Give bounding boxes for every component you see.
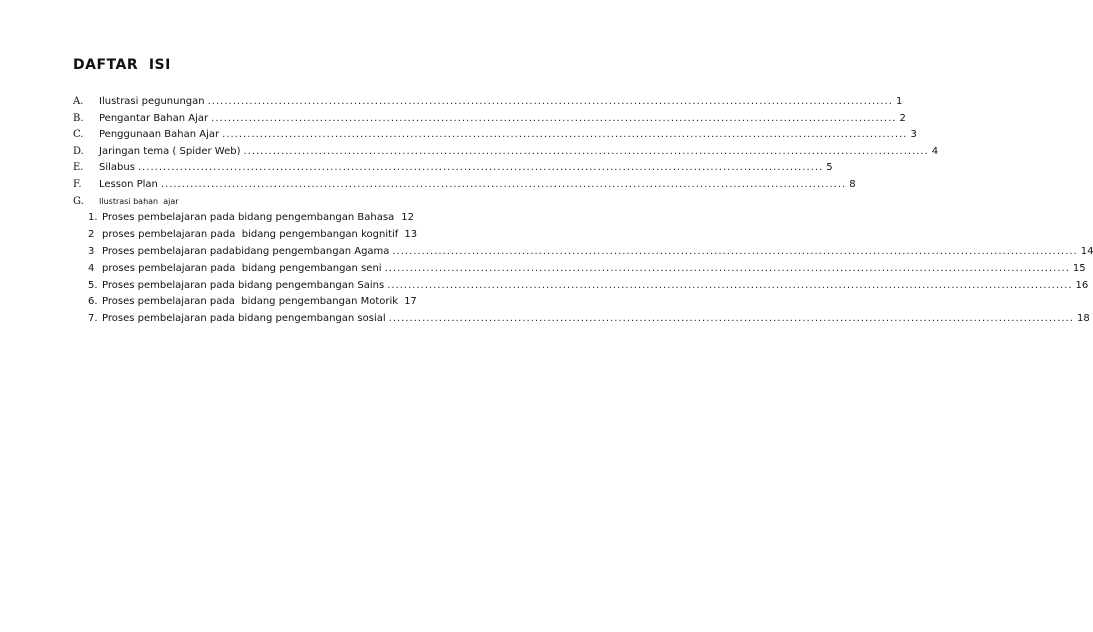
toc-letter: D.: [73, 146, 84, 157]
toc-entry: [73, 162, 833, 174]
toc-page-number: 16: [1075, 280, 1089, 291]
toc-subentry: [88, 280, 1089, 292]
toc-page-number: 13: [404, 229, 418, 240]
toc-leader: ....................................................................................................................................................................: [211, 113, 897, 124]
toc-leader: ....................................................................................................................................................................: [392, 246, 1078, 257]
toc-leader: ....................................................................................................................................................................: [388, 313, 1074, 324]
toc-leader: ....................................................................................................................................................................: [384, 263, 1070, 274]
toc-leader: ....................................................................................................................................................................: [387, 280, 1073, 291]
toc-leader: ....................................................................................................................................................................: [137, 162, 824, 173]
toc-subentry-text: Proses pembelajaran pada bidang pengembangan sosial: [102, 313, 386, 324]
toc-page-number: 14: [1080, 246, 1093, 257]
toc-subentry-text: proses pembelajaran pada bidang pengembangan kognitif: [102, 229, 399, 240]
toc-page-number: 5: [826, 162, 833, 173]
toc-text: Jaringan tema ( Spider Web): [99, 146, 241, 157]
toc-subentry-text: Proses pembelajaran pada bidang pengembangan Sains: [102, 280, 385, 291]
toc-subentry-number: 4: [88, 263, 95, 274]
toc-page-number: 4: [931, 146, 939, 157]
toc-letter: E.: [73, 162, 84, 173]
toc-letter: B.: [73, 113, 84, 124]
toc-subentry-text: Proses pembelajaran pada bidang pengembangan Motorik: [102, 296, 399, 307]
toc-subentry-text: Proses pembelajaran pada bidang pengembangan Bahasa: [102, 212, 395, 223]
toc-page-number: 17: [404, 296, 417, 307]
toc-subentry-text: Proses pembelajaran padabidang pengembangan Agama: [102, 246, 390, 257]
toc-subentry: [88, 246, 1093, 258]
toc-text: Pengantar Bahan Ajar: [99, 113, 209, 124]
toc-page-number: 8: [849, 179, 856, 190]
toc-page-number: 18: [1076, 313, 1090, 324]
toc-page-number: 1: [895, 96, 903, 107]
toc-subentry-number: 3: [88, 246, 95, 257]
toc-entry: [73, 96, 903, 108]
toc-entry: [73, 129, 917, 141]
toc-subentry-number: 1.: [88, 212, 98, 223]
toc-text: Ilustrasi bahan ajar: [99, 197, 179, 206]
toc-subentry: [88, 313, 1090, 325]
toc-text: Ilustrasi pegunungan: [99, 96, 205, 107]
toc-leader: ....................................................................................................................................................................: [207, 96, 893, 107]
toc-text: Penggunaan Bahan Ajar: [99, 129, 220, 140]
toc-subentry-number: 2: [88, 229, 95, 240]
toc-subentry-number: 6.: [88, 296, 98, 307]
toc-page-number: 3: [910, 129, 917, 140]
toc-entry: [73, 196, 414, 208]
toc-letter: A.: [73, 96, 84, 107]
toc-subentry: [88, 296, 417, 308]
toc-leader: [397, 212, 398, 224]
toc-leader: ....................................................................................................................................................................: [222, 129, 908, 140]
toc-text: Lesson Plan: [99, 179, 158, 190]
toc-entry: [73, 146, 939, 158]
toc-subentry: [88, 212, 414, 224]
toc-letter: F.: [73, 179, 82, 190]
toc-entry: [73, 179, 856, 191]
page-title: DAFTAR ISI: [73, 57, 171, 73]
toc-leader: ....................................................................................................................................................................: [243, 146, 929, 157]
toc-subentry-number: 7.: [88, 313, 98, 324]
toc-subentry: [88, 229, 418, 241]
toc-letter: G.: [73, 196, 84, 207]
toc-page-number: 2: [899, 113, 906, 124]
toc-letter: C.: [73, 129, 84, 140]
toc-page-number: 12: [401, 212, 414, 223]
toc-text: Silabus: [99, 162, 135, 173]
toc-leader: ....................................................................................................................................................................: [160, 179, 847, 190]
toc-page-number: 15: [1072, 263, 1086, 274]
toc-subentry: [88, 263, 1086, 275]
toc-subentry-text: proses pembelajaran pada bidang pengembangan seni: [102, 263, 382, 274]
toc-entry: [73, 113, 906, 125]
toc-subentry-number: 5.: [88, 280, 98, 291]
